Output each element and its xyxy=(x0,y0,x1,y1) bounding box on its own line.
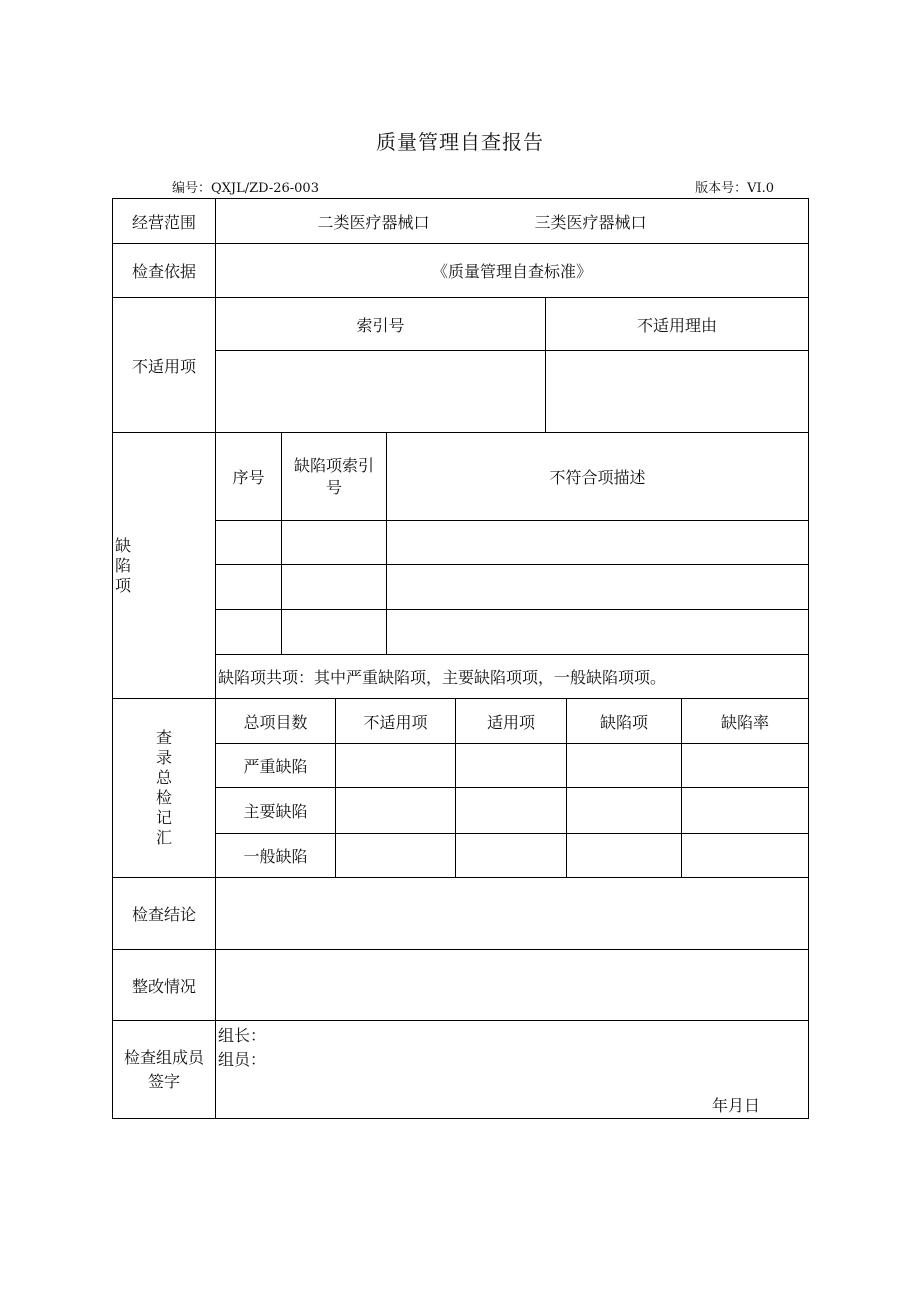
row-label-general: 一般缺陷 xyxy=(216,833,336,877)
summary-col-applicable: 适用项 xyxy=(456,699,567,744)
signers-field[interactable] xyxy=(216,1021,809,1119)
scope-label: 经营范围 xyxy=(113,199,216,244)
summary-table xyxy=(215,698,809,878)
seq-cell[interactable] xyxy=(216,565,282,609)
value-cell[interactable] xyxy=(567,833,682,877)
na-reason-cell[interactable] xyxy=(546,351,809,433)
row-label-major: 主要缺陷 xyxy=(216,788,336,833)
document-code: 编号：QXJL/ZD-26-003 xyxy=(172,181,319,196)
summary-label: 查 录 总 检 记 汇 xyxy=(113,699,216,878)
scope-option-class3[interactable]: 三类医疗器械口 xyxy=(534,212,647,232)
desc-cell[interactable] xyxy=(387,565,809,609)
defects-table xyxy=(215,432,809,699)
index-cell[interactable] xyxy=(282,609,387,654)
defects-col-index: 缺陷项索引 号 xyxy=(282,433,387,521)
na-col-reason: 不适用理由 xyxy=(546,298,809,351)
summary-col-na: 不适用项 xyxy=(336,699,456,744)
page-title: 质量管理自查报告 xyxy=(376,130,544,154)
value-cell[interactable] xyxy=(567,788,682,833)
summary-col-defects: 缺陷项 xyxy=(567,699,682,744)
conclusion-label: 检查结论 xyxy=(113,878,216,950)
report-form xyxy=(112,198,809,1119)
desc-cell[interactable] xyxy=(387,521,809,565)
basis-value: 《质量管理自查标准》 xyxy=(216,244,809,298)
basis-label: 检查依据 xyxy=(113,244,216,298)
scope-options xyxy=(216,199,809,244)
scope-option-class2[interactable]: 二类医疗器械口 xyxy=(317,212,430,232)
na-label: 不适用项 xyxy=(113,298,216,433)
value-cell[interactable] xyxy=(456,788,567,833)
value-cell[interactable] xyxy=(682,788,809,833)
index-cell[interactable] xyxy=(282,521,387,565)
value-cell[interactable] xyxy=(336,788,456,833)
na-col-index: 索引号 xyxy=(216,298,546,351)
value-cell[interactable] xyxy=(682,744,809,788)
na-table xyxy=(215,297,809,433)
value-cell[interactable] xyxy=(336,744,456,788)
defects-col-desc: 不符合项描述 xyxy=(387,433,809,521)
table-row xyxy=(216,833,809,877)
table-row xyxy=(216,609,809,654)
table-row xyxy=(216,565,809,609)
desc-cell[interactable] xyxy=(387,609,809,654)
version-number: 版本号：VI.0 xyxy=(695,181,774,196)
conclusion-field[interactable] xyxy=(216,878,809,950)
rectify-field[interactable] xyxy=(216,950,809,1021)
table-row xyxy=(216,788,809,833)
leader-label: 组长： xyxy=(218,1026,267,1045)
index-cell[interactable] xyxy=(282,565,387,609)
seq-cell[interactable] xyxy=(216,609,282,654)
date-label: 年月日 xyxy=(711,1096,760,1115)
value-cell[interactable] xyxy=(456,744,567,788)
members-label: 组员： xyxy=(218,1050,267,1069)
summary-col-total: 总项目数 xyxy=(216,699,336,744)
defects-summary: 缺陷项共项：其中严重缺陷项，主要缺陷项项，一般缺陷项项。 xyxy=(216,654,809,698)
summary-col-rate: 缺陷率 xyxy=(682,699,809,744)
signers-label: 检查组成员 签字 xyxy=(113,1021,216,1119)
defects-label: 缺 陷 项 xyxy=(113,433,216,699)
value-cell[interactable] xyxy=(567,744,682,788)
value-cell[interactable] xyxy=(456,833,567,877)
value-cell[interactable] xyxy=(682,833,809,877)
table-row xyxy=(216,521,809,565)
rectify-label: 整改情况 xyxy=(113,950,216,1021)
seq-cell[interactable] xyxy=(216,521,282,565)
row-label-severe: 严重缺陷 xyxy=(216,744,336,788)
defects-col-seq: 序号 xyxy=(216,433,282,521)
na-index-cell[interactable] xyxy=(216,351,546,433)
table-row xyxy=(216,744,809,788)
value-cell[interactable] xyxy=(336,833,456,877)
